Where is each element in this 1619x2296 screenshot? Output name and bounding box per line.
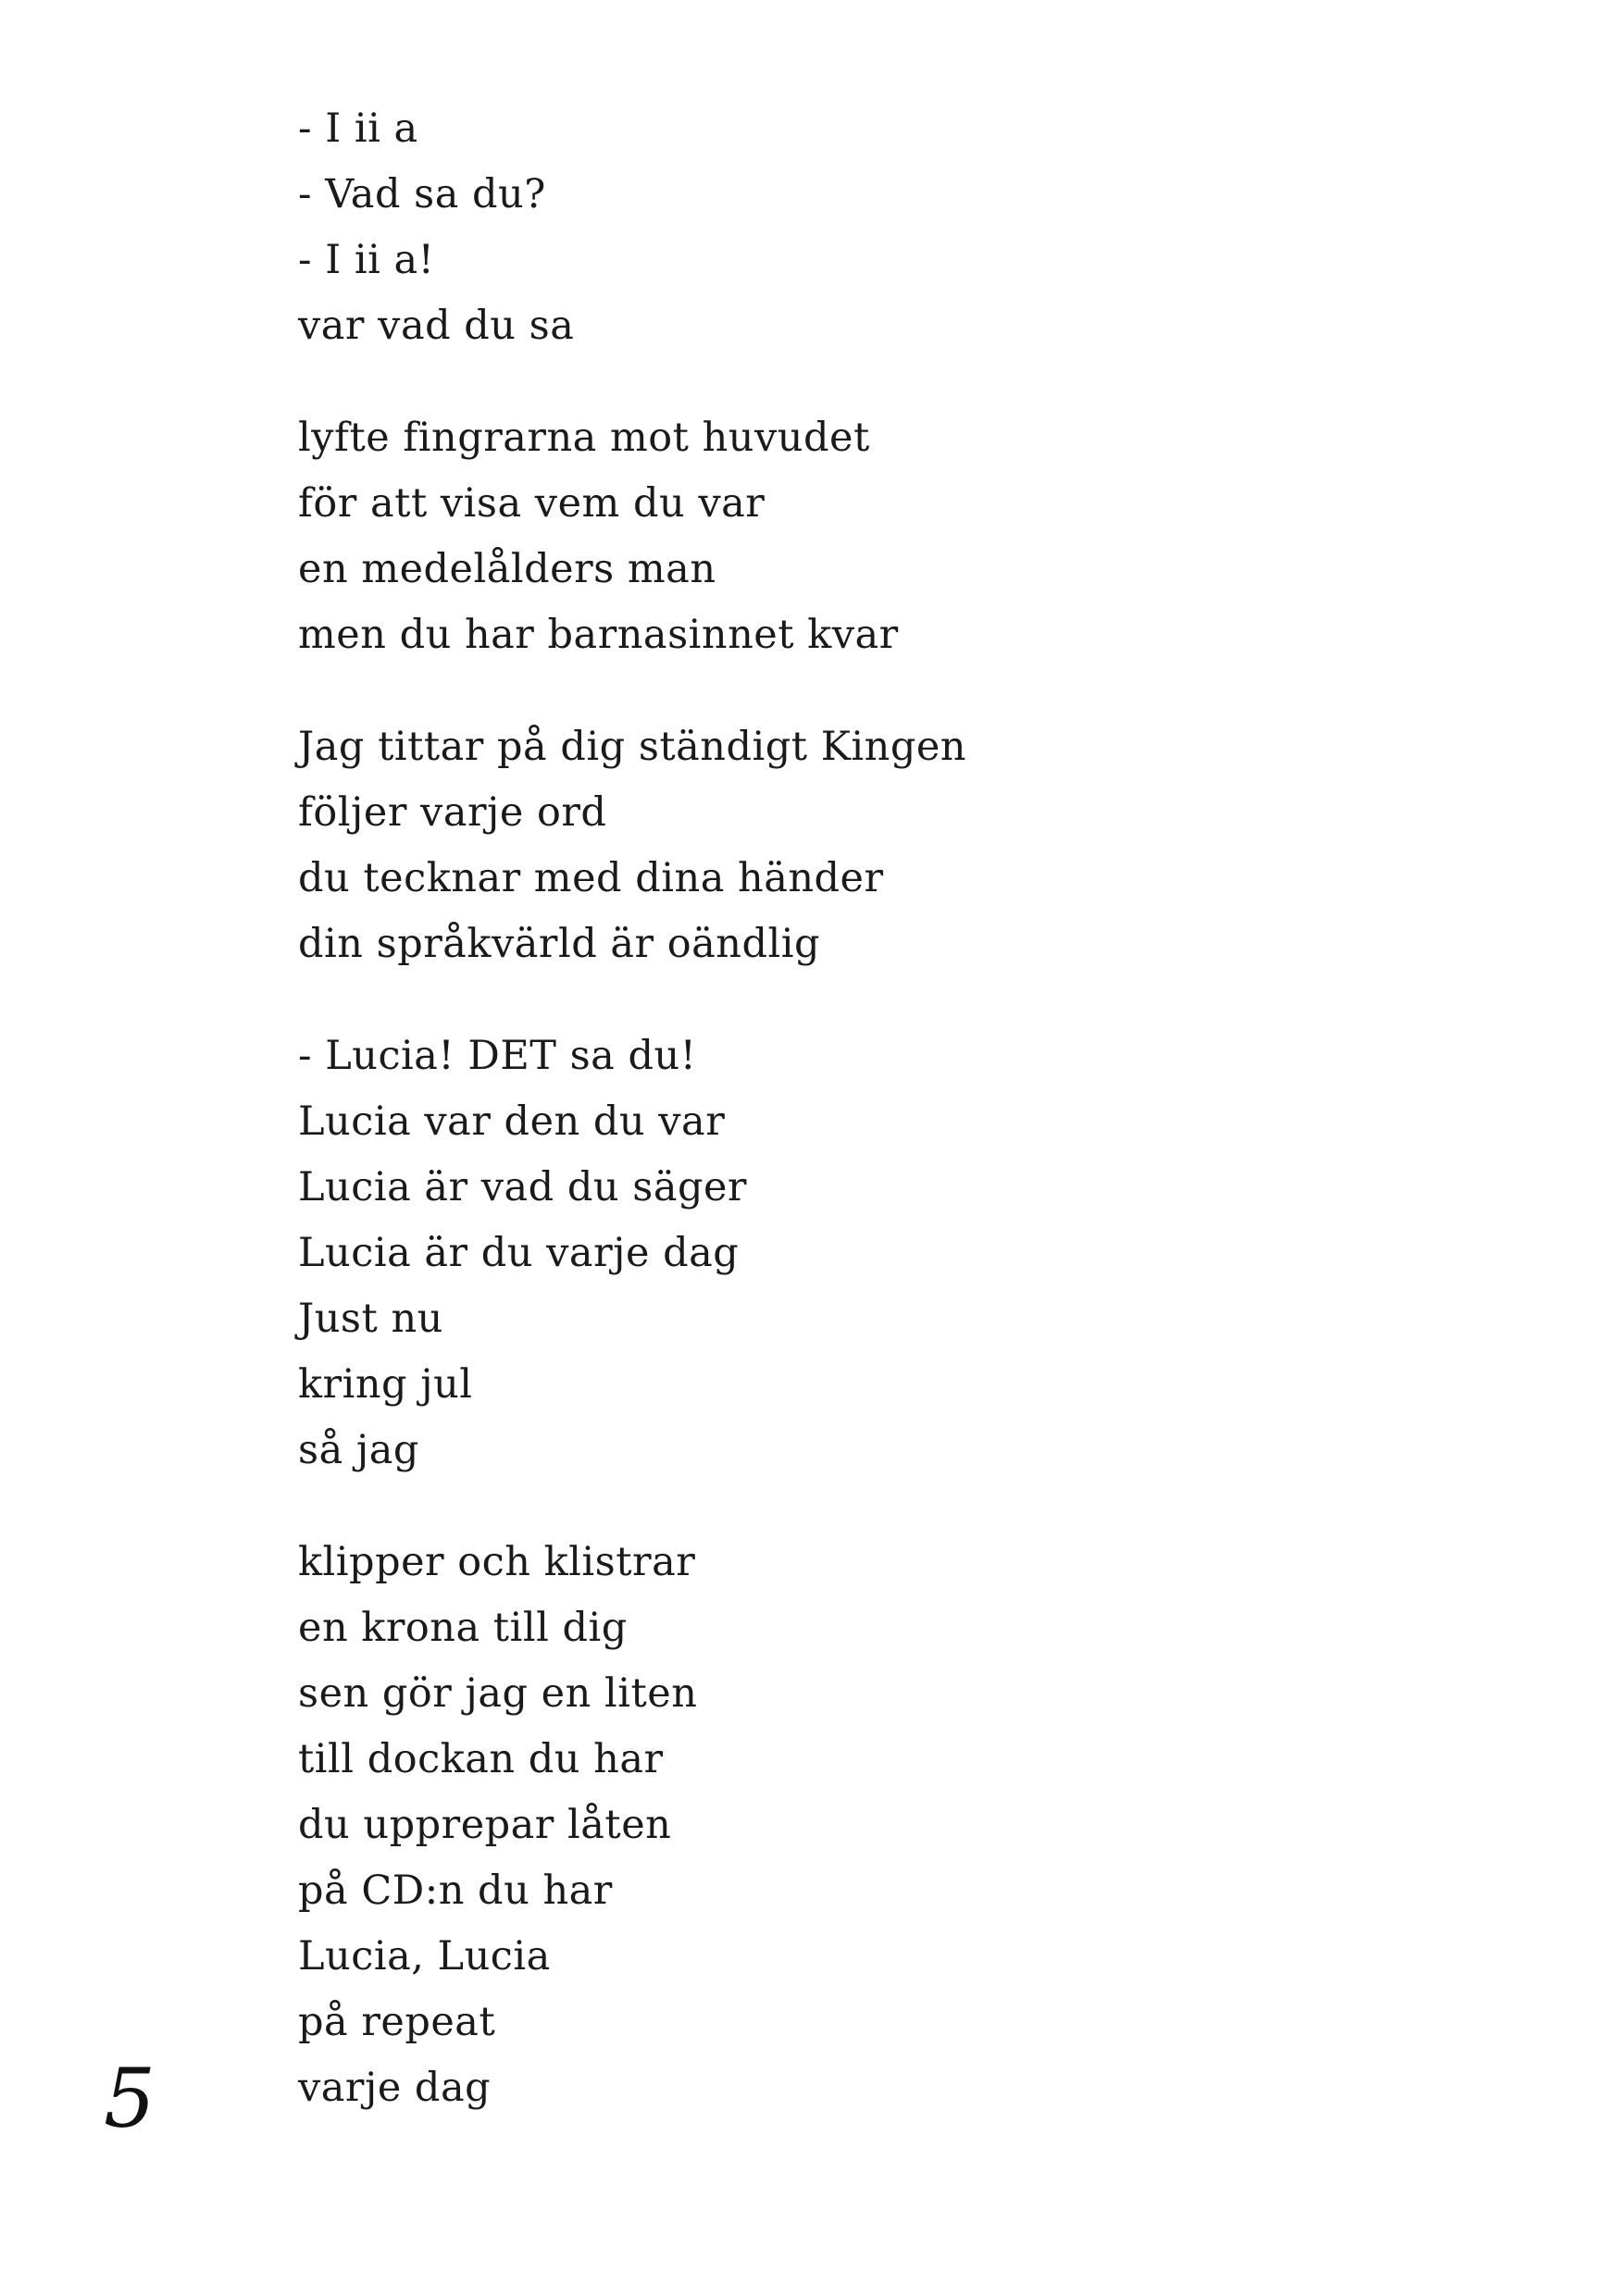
poem-line: en krona till dig (298, 1605, 628, 1651)
poem-line: - I ii a! (298, 237, 435, 283)
poem-line: för att visa vem du var (298, 480, 766, 527)
poem-line: Lucia, Lucia (298, 1933, 551, 1980)
poem-line: Lucia var den du var (298, 1098, 726, 1145)
poem-line: din språkvärld är oändlig (298, 921, 821, 967)
poem-line: - Lucia! DET sa du! (298, 1033, 697, 1079)
poem-line: kring jul (298, 1361, 473, 1408)
poem-line: du upprepar låten (298, 1802, 672, 1848)
poem-line: så jag (298, 1427, 419, 1473)
poem-line: följer varje ord (298, 789, 607, 836)
poem-line: till dockan du har (298, 1736, 664, 1782)
poem-line: på CD:n du har (298, 1868, 613, 1914)
poem-line: du tecknar med dina händer (298, 855, 884, 901)
poem-line: men du har barnasinnet kvar (298, 612, 899, 658)
poem-line: lyfte fingrarna mot huvudet (298, 415, 870, 461)
poem-line: var vad du sa (298, 303, 575, 349)
poem-line: på repeat (298, 1999, 496, 2045)
poem-line: Just nu (298, 1296, 443, 1342)
stanza-2 (298, 405, 1501, 668)
poem (298, 96, 1501, 2167)
stanza-5 (298, 1530, 1501, 2121)
stanza-3 (298, 714, 1501, 977)
stanza-1 (298, 96, 1501, 359)
page-number: 5 (104, 2051, 156, 2146)
poem-line: Lucia är du varje dag (298, 1230, 740, 1276)
poem-line: varje dag (298, 2065, 492, 2111)
stanza-4 (298, 1024, 1501, 1483)
poem-line: sen gör jag en liten (298, 1670, 698, 1717)
poem-line: - Vad sa du? (298, 171, 546, 217)
poem-line: - I ii a (298, 105, 418, 152)
poem-line: Lucia är vad du säger (298, 1164, 747, 1210)
poem-line: en medelålders man (298, 546, 716, 592)
poem-line: klipper och klistrar (298, 1539, 696, 1585)
poem-line: Jag tittar på dig ständigt Kingen (298, 724, 966, 770)
